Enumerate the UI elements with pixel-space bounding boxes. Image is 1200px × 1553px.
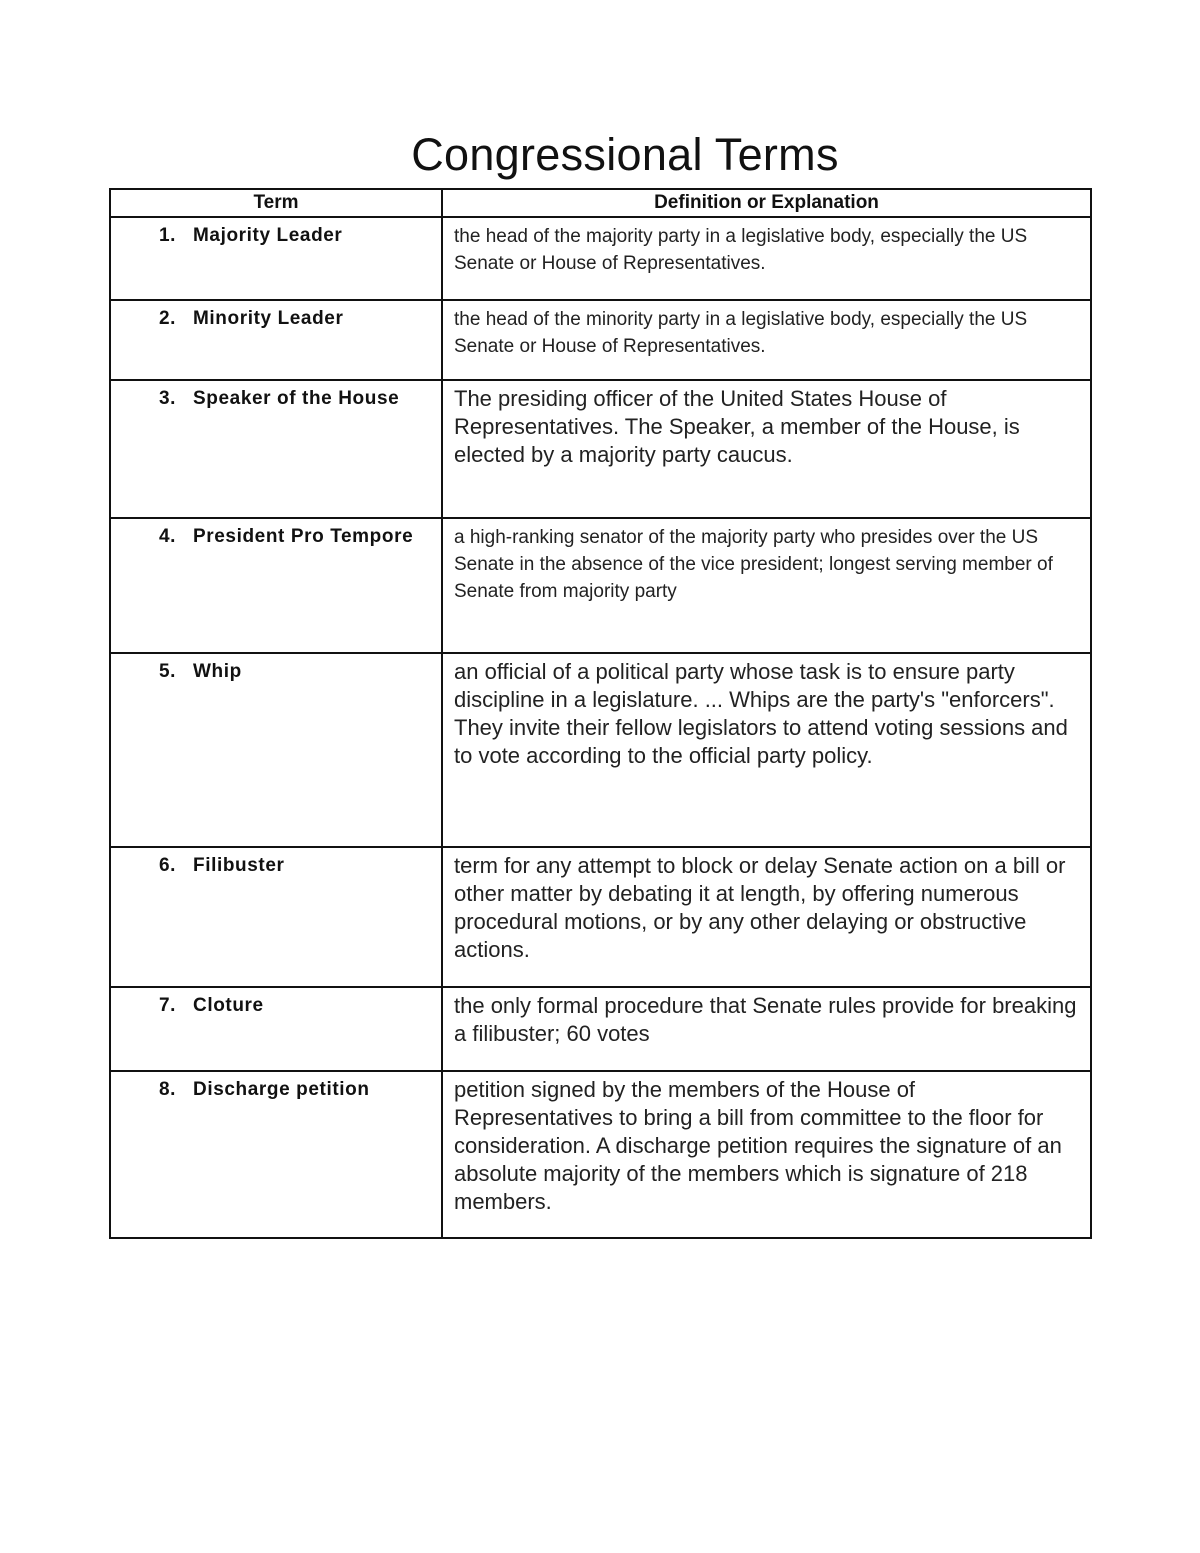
table-row: [110, 653, 1091, 847]
term-column-header: Term: [110, 189, 442, 217]
term-number: 6.: [159, 855, 177, 876]
table-header-row: [110, 189, 1091, 217]
definition-cell: [442, 987, 1091, 1071]
term-cell: [110, 847, 442, 987]
term-label: Minority Leader: [193, 308, 344, 329]
table-row: [110, 217, 1091, 300]
table-row: [110, 518, 1091, 653]
term-label: Speaker of the House: [193, 388, 400, 409]
definition-text: the only formal procedure that Senate rules provide for breaking a filibuster; 60 votes: [454, 993, 1077, 1046]
term-cell: [110, 380, 442, 518]
term-number: 4.: [159, 526, 177, 547]
term-cell: [110, 987, 442, 1071]
term-label: Cloture: [193, 995, 264, 1016]
definition-cell: [442, 847, 1091, 987]
definition-cell: [442, 518, 1091, 653]
definition-text: the head of the majority party in a legislative body, especially the US Senate or House of Representatives.: [454, 226, 1028, 274]
term-cell: [110, 217, 442, 300]
term-cell: [110, 300, 442, 380]
term-cell: [110, 1071, 442, 1238]
term-label: Whip: [193, 661, 242, 682]
page-title: Congressional Terms: [411, 129, 839, 180]
definition-text: term for any attempt to block or delay Senate action on a bill or other matter by debating it at length, by offering numerous procedural motions, or by any other delaying or obstructive actions.: [454, 853, 1066, 962]
table-row: [110, 300, 1091, 380]
definition-text: the head of the minority party in a legislative body, especially the US Senate or House of Representatives.: [454, 309, 1028, 357]
term-number: 2.: [159, 308, 177, 329]
term-cell: [110, 653, 442, 847]
term-number: 3.: [159, 388, 177, 409]
definition-cell: [442, 217, 1091, 300]
term-number: 5.: [159, 661, 177, 682]
definition-text: The presiding officer of the United States House of Representatives. The Speaker, a member of the House, is elected by a majority party caucus.: [454, 386, 1020, 467]
table-row: [110, 380, 1091, 518]
definition-cell: [442, 1071, 1091, 1238]
term-label: Discharge petition: [193, 1079, 370, 1100]
definition-cell: [442, 653, 1091, 847]
term-number: 8.: [159, 1079, 177, 1100]
term-number: 1.: [159, 225, 177, 246]
term-label: Majority Leader: [193, 225, 343, 246]
term-label: Filibuster: [193, 855, 285, 876]
term-number: 7.: [159, 995, 177, 1016]
definition-text: an official of a political party whose task is to ensure party discipline in a legislature. ... Whips are the party's "enforcers". They invite their fellow legislators to attend voting sessions and to vote according to the official party policy.: [454, 659, 1068, 768]
definition-cell: [442, 300, 1091, 380]
table-row: [110, 847, 1091, 987]
definition-cell: [442, 380, 1091, 518]
terms-table: [109, 188, 1092, 1239]
table-row: [110, 1071, 1091, 1238]
term-cell: [110, 518, 442, 653]
definition-text: a high-ranking senator of the majority party who presides over the US Senate in the absence of the vice president; longest serving member of Senate from majority party: [454, 527, 1053, 602]
definition-text: petition signed by the members of the House of Representatives to bring a bill from committee to the floor for consideration. A discharge petition requires the signature of an absolute majority of the members which is signature of 218 members.: [454, 1077, 1062, 1214]
table-row: [110, 987, 1091, 1071]
term-label: President Pro Tempore: [193, 526, 414, 547]
definition-column-header: Definition or Explanation: [442, 189, 1091, 217]
